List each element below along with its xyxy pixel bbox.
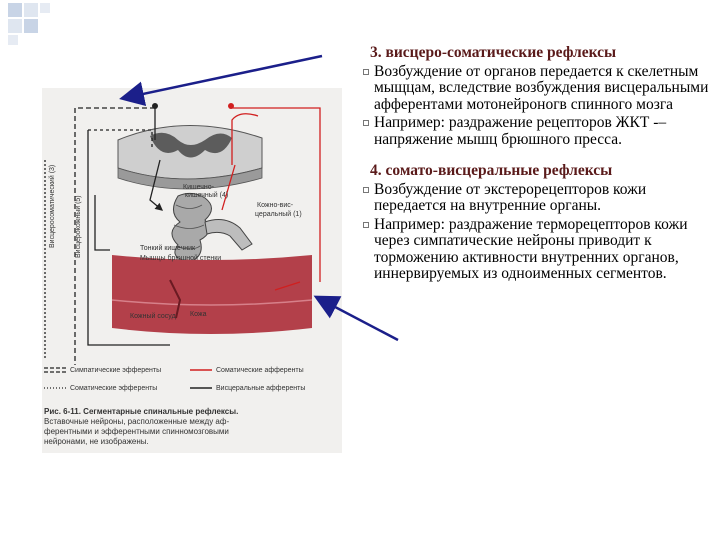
bullet-icon: [363, 222, 369, 228]
slide-text: [370, 44, 715, 282]
figure-label: кишечный (4): [185, 192, 229, 199]
spinal-cord: [118, 125, 262, 189]
section-3-paragraph: Возбуждение от органов передается к скелетным мыщцам, вследствие возбуждения висцеральными афферентами мотонейроногв спинного мозга: [370, 64, 715, 113]
figure-caption: ферентными и эфферентными спинномозговыми: [44, 427, 229, 436]
figure-label: церальный (1): [255, 211, 302, 218]
section-3-example: Например: раздражение рецепторов ЖКТ -–напряжение мышц брюшного пресса.: [370, 115, 715, 148]
bullet-icon: [363, 187, 369, 193]
figure-label: Мышцы брюшной стенки: [140, 255, 222, 262]
legend-item: Соматические афференты: [216, 367, 304, 374]
figure-caption: нейронами, не изображены.: [44, 437, 149, 446]
figure-caption: Вставочные нейроны, расположенные между аф-: [44, 417, 230, 426]
legend-item: Симпатические эфференты: [70, 367, 162, 374]
figure-label: Кожа: [190, 311, 207, 318]
bullet-icon: [363, 120, 369, 126]
figure-label: Кожный сосуд: [130, 313, 176, 320]
skin-tissue: [112, 255, 312, 334]
section-3-title: 3. висцеро-соматические рефлексы: [370, 44, 617, 61]
section-4-paragraph: Возбуждение от экстерорецепторов кожи передается на внутренние органы.: [370, 182, 715, 215]
figure-label: Висцеросоматический (3): [49, 164, 56, 248]
section-4-title: 4. сомато-висцеральные рефлексы: [370, 162, 613, 180]
legend-item: Соматические эфференты: [70, 385, 158, 392]
legend-item: Висцеральные афференты: [216, 385, 306, 392]
section-4-example: Например: раздражение терморецепторов кожи через симпатические нейроны приводит к торможению активности внутренних органов, иннервируемых из одноименных сегментов.: [370, 217, 715, 283]
figure-label: Кожно-вис-: [257, 202, 294, 209]
figure-label: Кишечно-: [183, 184, 215, 191]
figure-caption: Рис. 6-11. Сегментарные спинальные рефлексы.: [44, 407, 239, 416]
figure-label: Висцерокожный (5): [75, 195, 82, 258]
bullet-icon: [363, 69, 369, 75]
figure-label: Тонкий кишечник: [140, 245, 196, 252]
